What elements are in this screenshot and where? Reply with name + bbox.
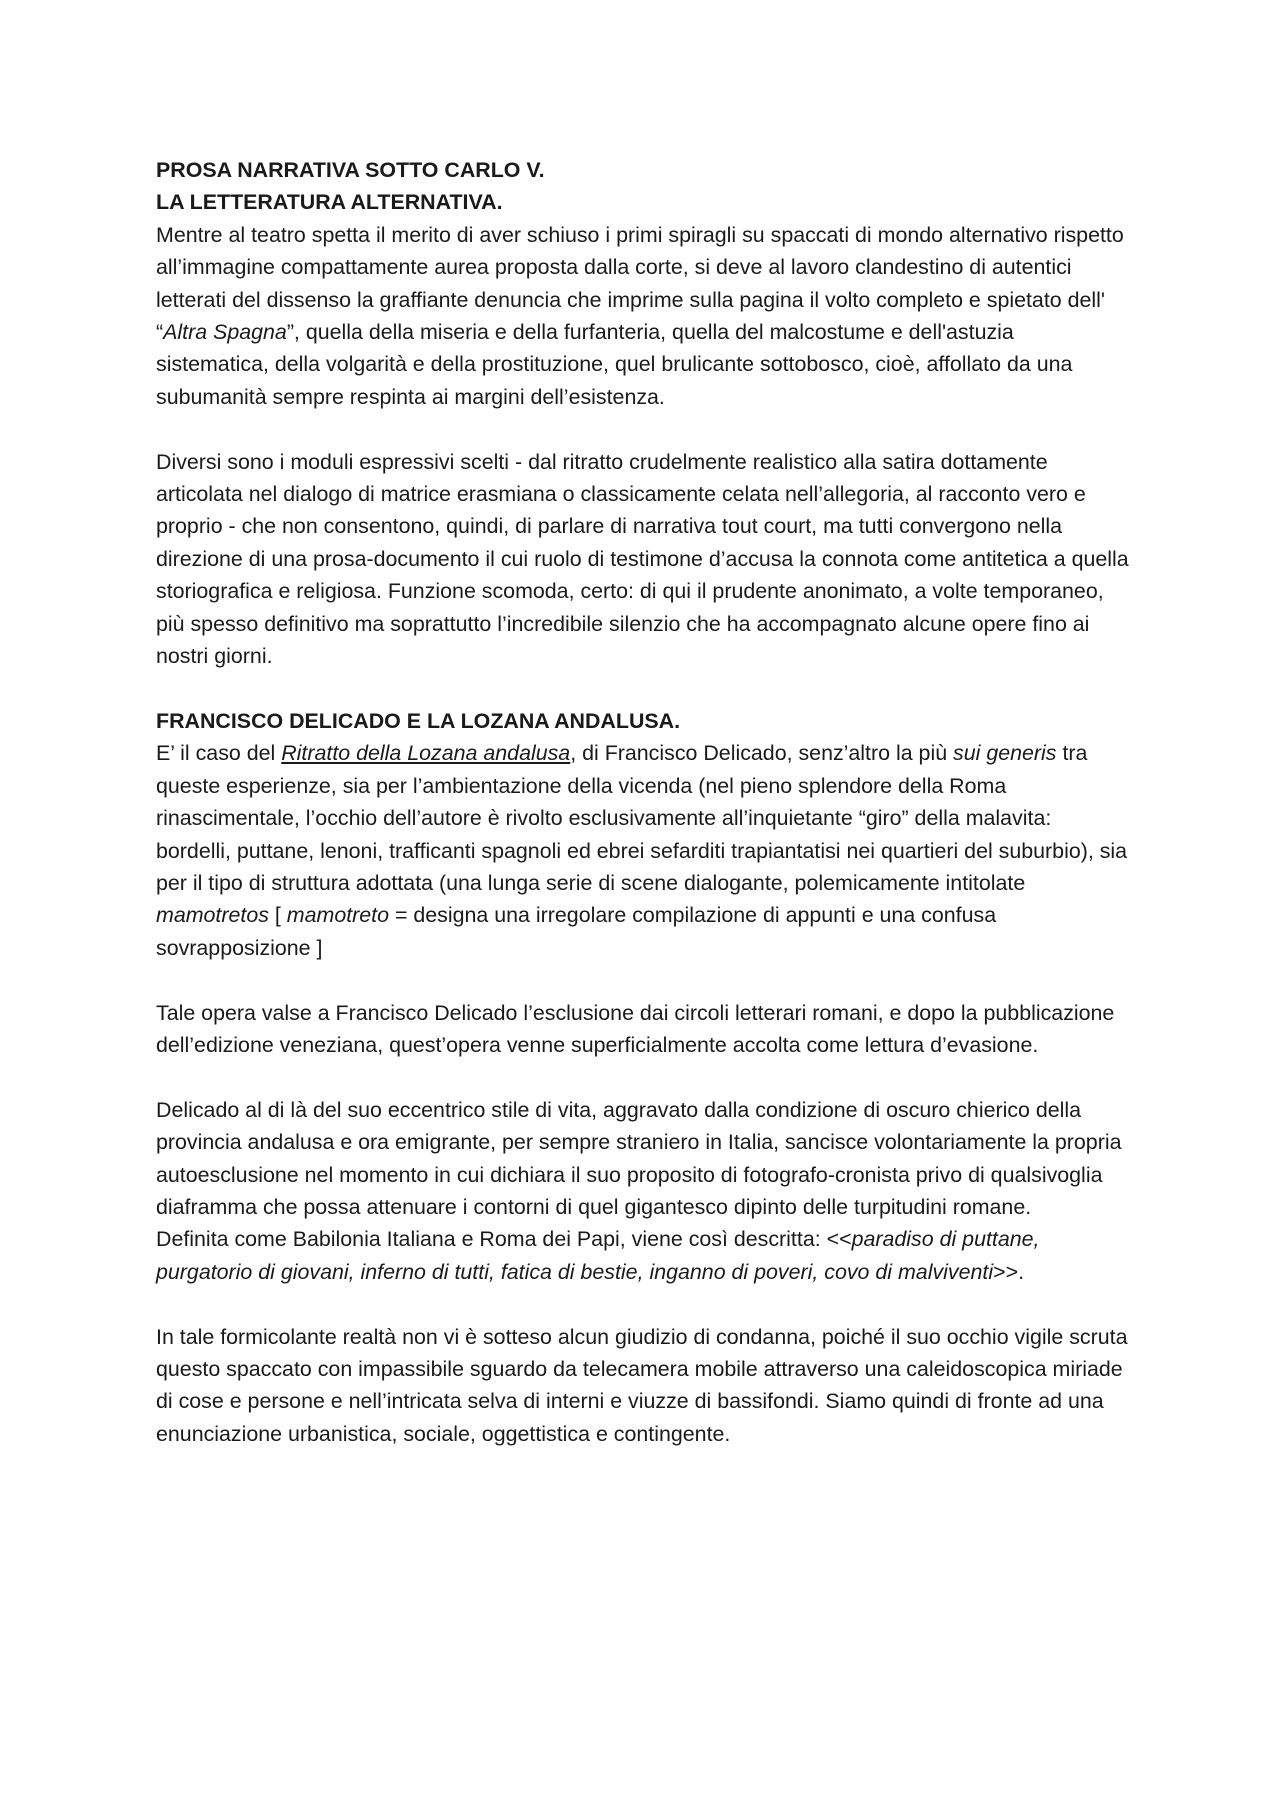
paragraph-gap: [156, 964, 1132, 996]
text-run: [: [268, 903, 287, 928]
text-run: = designa una irregolare compilazione di appunti e una confusa sovrapposizione ]: [156, 903, 997, 960]
text-run: ”, quella della miseria e della furfanteria, quella del malcostume e dell'astuzia sistematica, della volgarità e della prostituzione, quel brulicante sottobosco, cioè, affollato da una subumanità sempre respinta ai margini dell’esistenza.: [156, 320, 1073, 409]
text-run: Definita come Babilonia Italiana e Roma dei Papi, viene così descritta: <<: [156, 1227, 852, 1252]
paragraph-gap: [156, 1061, 1132, 1093]
italic-text-sui-generis: sui generis: [953, 741, 1057, 766]
italic-text-altra-spagna: Altra Spagna: [163, 320, 287, 345]
paragraph-formicolante-realta: In tale formicolante realtà non vi è sotteso alcun giudizio di condanna, poiché il suo occhio vigile scruta questo spaccato con impassibile sguardo da telecamera mobile attraverso una caleidoscopica miriade di cose e persone e nell’intricata selva di interni e viuzze di bassifondi. Siamo quindi di fronte ad una enunciazione urbanistica, sociale, oggettistica e contingente.: [156, 1324, 1128, 1446]
paragraph-esclusione: Tale opera valse a Francisco Delicado l’esclusione dai circoli letterari romani, e dopo la pubblicazione dell’edizione veneziana, quest’opera venne superficialmente accolta come lettura d’evasione.: [156, 1000, 1115, 1057]
paragraph-gap: [156, 413, 1132, 445]
italic-quote-paradiso: paradiso di puttane, purgatorio di giovani, inferno di tutti, fatica di bestie, inganno di poveri, covo di malviventi: [156, 1227, 1040, 1284]
text-run: Mentre al teatro spetta il merito di aver schiuso i primi spiragli su spaccati di mondo alternativo rispetto all’immagine compattamente aurea proposta dalla corte, si deve al lavoro clandestino di autentici letterati del dissenso la graffiante denuncia che imprime sulla pagina il volto completo e spietato dell' “: [156, 222, 1124, 345]
main-title: PROSA NARRATIVA SOTTO CARLO V.: [156, 158, 545, 182]
text-run: tra queste esperienze, sia per l’ambientazione della vicenda (nel pieno splendore della Roma rinascimentale, l’occhio dell’autore è rivolto esclusivamente all’inquietante “giro” della malavita: bordelli, puttane, lenoni, trafficanti spagnoli ed ebrei sefarditi trapiantatisi nei quartieri del suburbio), sia per il tipo di struttura adottata (una lunga serie di scene dialogante, polemicamente intitolate: [156, 741, 1128, 895]
document-body: [156, 154, 1132, 1450]
section-title-letteratura-alternativa: LA LETTERATURA ALTERNATIVA.: [156, 190, 503, 215]
paragraph-moduli-espressivi: Diversi sono i moduli espressivi scelti - dal ritratto crudelmente realistico alla satira dottamente articolata nel dialogo di matrice erasmiana o classicamente celata nell’allegoria, al racconto vero e proprio - che non consentono, quindi, di parlare di narrativa tout court, ma tutti convergono nella direzione di una prosa-documento il cui ruolo di testimone d’accusa la connota come antitetica a quella storiografica e religiosa. Funzione scomoda, certo: di qui il prudente anonimato, a volte temporaneo, più spesso definitivo ma soprattutto l’incredibile silenzio che ha accompagnato alcune opere fino ai nostri giorni.: [156, 449, 1129, 669]
italic-text-mamotretos: mamotretos: [156, 903, 269, 928]
paragraph-intro: [156, 219, 1132, 413]
paragraph-lozana: [156, 737, 1132, 964]
paragraph-gap: [156, 1288, 1132, 1320]
text-run: , di Francisco Delicado, senz’altro la più: [570, 741, 954, 766]
paragraph-stile-di-vita: Delicado al di là del suo eccentrico stile di vita, aggravato dalla condizione di oscuro chierico della provincia andalusa e ora emigrante, per sempre straniero in Italia, sancisce volontariamente la propria autoesclusione nel momento in cui dichiara il suo proposito di fotografo-cronista privo di qualsivoglia diaframma che possa attenuare i contorni di quel gigantesco dipinto delle turpitudini romane.: [156, 1097, 1122, 1219]
italic-text-mamotreto: mamotreto: [286, 903, 390, 928]
section-title-delicado: FRANCISCO DELICADO E LA LOZANA ANDALUSA.: [156, 708, 681, 733]
paragraph-gap: [156, 672, 1132, 704]
text-run: E’ il caso del: [156, 741, 282, 766]
text-run: >>.: [993, 1259, 1025, 1284]
paragraph-babilonia: [156, 1223, 1132, 1288]
underlined-title-ritratto: Ritratto della Lozana andalusa: [281, 741, 571, 766]
